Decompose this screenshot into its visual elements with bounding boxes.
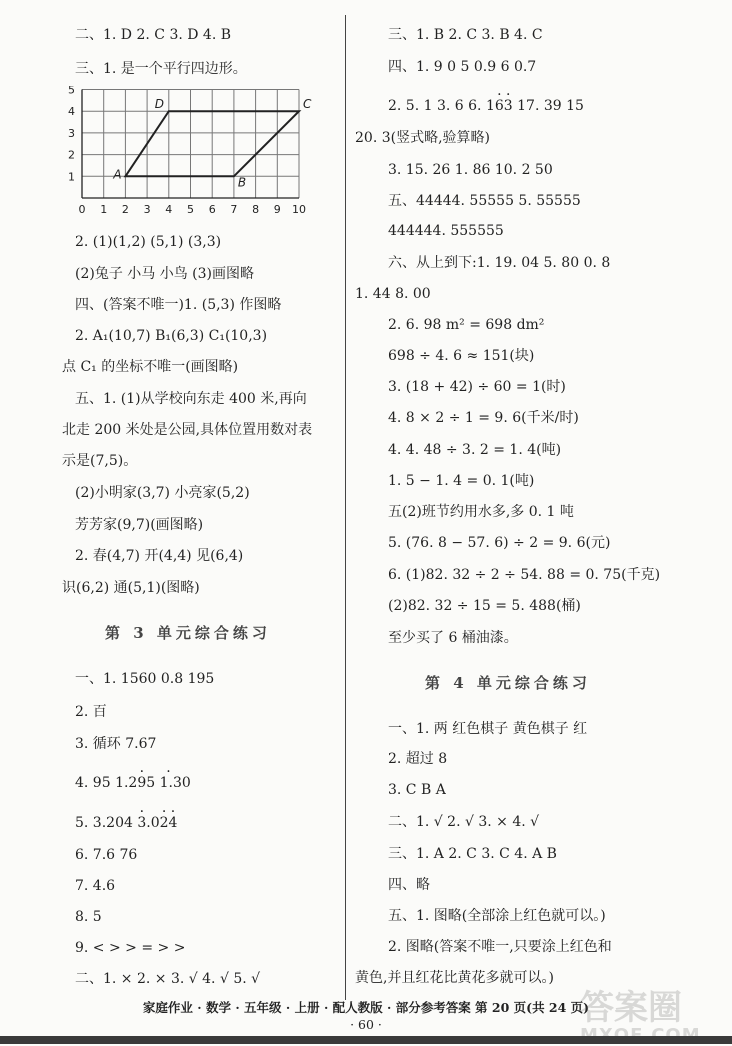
answer-line: 698 ÷ 4. 6 ≈ 151(块)	[388, 348, 535, 364]
vertex-label-d: D	[154, 97, 165, 112]
answer-line: 一、1. 1560 0.8 195	[75, 671, 215, 687]
repeat-dot: · 2	[160, 814, 169, 832]
answer-line: 4. 8 × 2 ÷ 1 = 9. 6(千米/时)	[388, 410, 579, 426]
unit-3-title: 第 3 单元综合练习	[105, 624, 271, 642]
answer-line: 6. (1)82. 32 ÷ 2 ÷ 54. 88 = 0. 75(千克)	[388, 567, 661, 583]
footer-line: 家庭作业 · 数学 · 五年级 · 上册 · 配人教版 · 部分参考答案 第 20 页(共 24 页)	[142, 1000, 590, 1015]
column-divider	[345, 15, 346, 1000]
y-tick-label: 4	[68, 105, 75, 119]
answer-line: 点 C₁ 的坐标不唯一(画图略)	[62, 359, 239, 375]
repeat-dot: · 9	[137, 774, 146, 792]
repeat-dot: · 4 3.0	[124, 814, 160, 832]
coordinate-grid	[62, 86, 322, 220]
unit-4-title: 第 4 单元综合练习	[425, 674, 591, 692]
watermark-logo: 答案圈	[580, 988, 682, 1028]
x-tick-label: 3	[143, 203, 151, 216]
answer-line: (2)小明家(3,7) 小亮家(5,2)	[75, 485, 250, 501]
answer-line: 二、1. D 2. C 3. D 4. B	[75, 27, 232, 43]
answer-line: 四、略	[388, 877, 430, 893]
repeat-dot: · 6	[495, 97, 504, 115]
answer-line: 五、1. (1)从学校向东走 400 米,再向	[75, 391, 307, 407]
x-tick-label: 1	[100, 203, 108, 216]
answer-line: 4. 4. 48 ÷ 3. 2 = 1. 4(吨)	[388, 442, 562, 458]
answer-line: 三、1. A 2. C 3. C 4. A B	[388, 846, 557, 862]
x-tick-label: 0	[78, 203, 86, 216]
answer-line: 4. 95 1.2· 9· 5 1.30	[75, 774, 191, 792]
answer-line: 六、从上到下:1. 19. 04 5. 80 0. 8	[388, 255, 611, 271]
answer-line: 6. 7.6 76	[75, 847, 138, 863]
answer-line: 3. 15. 26 1. 86 10. 2 50	[388, 162, 553, 178]
vertex-label-b: B	[237, 175, 247, 190]
answer-line: 北走 200 米处是公园,具体位置用数对表	[62, 422, 313, 438]
answer-line: 2. 春(4,7) 开(4,4) 见(6,4)	[75, 548, 244, 564]
answer-line: 1. 5 − 1. 4 = 0. 1(吨)	[388, 473, 535, 489]
answer-line: 五、1. 图略(全部涂上红色就可以。)	[388, 908, 606, 924]
answer-line: 2. A₁(10,7) B₁(6,3) C₁(10,3)	[75, 328, 268, 344]
answer-line: 20. 3(竖式略,验算略)	[355, 130, 490, 146]
x-tick-label: 6	[208, 203, 216, 216]
answer-line: 5. 3.20· 4 3.0· 2· 4	[75, 814, 177, 832]
x-tick-label: 4	[165, 203, 173, 216]
answer-line: 9. < > > = > >	[75, 940, 186, 956]
answer-line: 2. 图略(答案不唯一,只要涂上红色和	[388, 939, 612, 955]
answer-line: 1. 44 8. 00	[355, 286, 431, 302]
x-tick-label: 7	[230, 203, 238, 216]
answer-line: 2. 6. 98 m² = 698 dm²	[388, 317, 545, 333]
answer-line: 二、1. × 2. × 3. √ 4. √ 5. √	[75, 971, 261, 987]
answer-line: 一、1. 两 红色棋子 黄色棋子 红	[388, 721, 588, 737]
answer-line: 三、1. B 2. C 3. B 4. C	[388, 27, 543, 43]
x-tick-label: 10	[292, 203, 306, 216]
repeat-dot: · 5 1.30	[146, 774, 191, 792]
answer-line: 示是(7,5)。	[62, 453, 138, 469]
x-tick-label: 5	[187, 203, 194, 216]
x-tick-label: 9	[273, 203, 281, 216]
answer-line: 3. C B A	[388, 782, 446, 798]
answer-line: (2)82. 32 ÷ 15 = 5. 488(桶)	[388, 598, 581, 614]
answer-line: 3. (18 + 42) ÷ 60 = 1(时)	[388, 379, 566, 395]
answer-line: 8. 5	[75, 909, 102, 925]
x-tick-label: 8	[252, 203, 260, 216]
answer-line: 二、1. √ 2. √ 3. × 4. √	[388, 814, 540, 830]
page-number: · 60 ·	[350, 1017, 382, 1032]
answer-line: 444444. 555555	[388, 223, 504, 239]
y-tick-label: 2	[68, 148, 75, 162]
answer-line: 黄色,并且红花比黄花多就可以。)	[355, 970, 554, 986]
x-tick-label: 2	[121, 203, 129, 216]
answer-line: 五、44444. 55555 5. 55555	[388, 193, 581, 209]
answer-line: 芳芳家(9,7)(画图略)	[75, 517, 204, 533]
vertex-label-c: C	[303, 97, 312, 112]
y-tick-label: 1	[68, 170, 75, 184]
answer-line: 三、1. 是一个平行四边形。	[75, 61, 247, 77]
repeat-dot: · 3	[504, 97, 513, 115]
answer-line: 3. 循环 7.67	[75, 736, 157, 752]
answer-line: 四、(答案不唯一)1. (5,3) 作图略	[75, 297, 282, 313]
answer-line: 7. 4.6	[75, 878, 116, 894]
bottom-strip	[0, 1036, 732, 1044]
answer-line: (2)兔子 小马 小鸟 (3)画图略	[75, 266, 255, 282]
answer-line: 2. 百	[75, 704, 107, 720]
answer-line: 五(2)班节约用水多,多 0. 1 吨	[388, 504, 574, 520]
answer-line: 2. 超过 8	[388, 751, 448, 767]
answer-line: 识(6,2) 通(5,1)(图略)	[62, 580, 200, 596]
answer-line: 2. 5. 1 3. 6 6. 1· 6· 3 17. 39 15	[388, 97, 584, 115]
y-tick-label: 3	[68, 126, 75, 140]
vertex-label-a: A	[113, 167, 122, 182]
answer-line: 四、1. 9 0 5 0.9 6 0.7	[388, 59, 537, 75]
repeat-dot: · 4	[169, 814, 178, 832]
answer-line: 5. (76. 8 − 57. 6) ÷ 2 = 9. 6(元)	[388, 535, 611, 551]
answer-line: 2. (1)(1,2) (5,1) (3,3)	[75, 234, 222, 250]
answer-line: 至少买了 6 桶油漆。	[388, 630, 518, 646]
y-tick-label: 5	[68, 86, 75, 97]
